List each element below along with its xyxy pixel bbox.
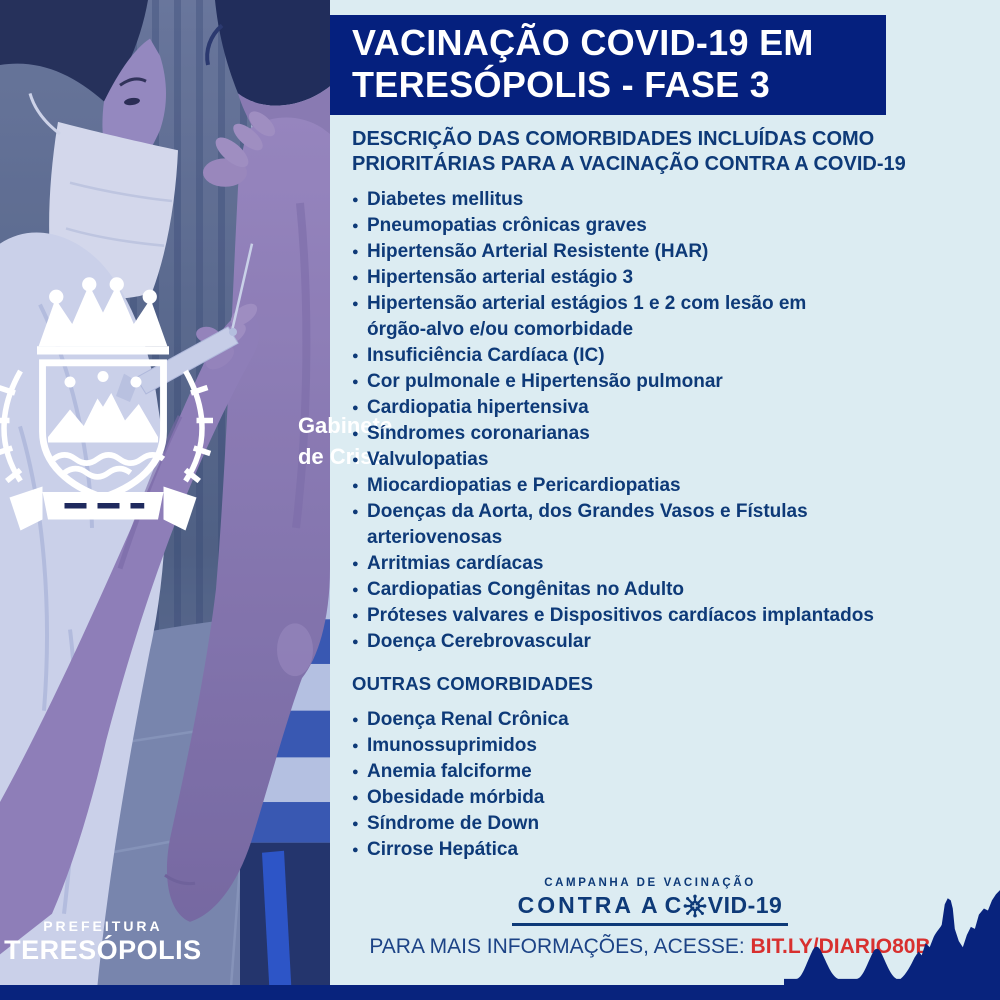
comorbidity-item: ● Cardiopatias Congênitas no Adulto (352, 577, 1000, 603)
covid-campaign-logo (512, 892, 789, 926)
comorbidity-item: ● Pneumopatias crônicas graves (352, 213, 1000, 239)
subtitle-line-2: PRIORITÁRIAS PARA A VACINAÇÃO CONTRA A COVID-19 (352, 153, 906, 175)
comorbidity-item: ● Hipertensão arterial estágio 3 (352, 265, 1000, 291)
section-heading-outras: OUTRAS COMORBIDADES (352, 673, 594, 694)
comorbidity-item: ● Doenças da Aorta, dos Grandes Vasos e Fístulas arteriovenosas (352, 499, 1000, 551)
title-line-1: VACINAÇÃO COVID-19 EM (352, 22, 814, 63)
photo-panel (0, 0, 393, 1000)
comorbidity-item: ● Síndrome de Down (352, 811, 1000, 837)
bottom-bar (0, 985, 1000, 1000)
comorbidity-item: ● Cirrose Hepática (352, 837, 1000, 863)
crisis-office-line1: Gabinete (297, 412, 393, 438)
logo-word-contra: CONTRA (517, 892, 635, 918)
comorbidity-item: ● Doença Cerebrovascular (352, 629, 1000, 655)
comorbidity-item: ● Anemia falciforme (352, 759, 1000, 785)
comorbidity-item: ● Próteses valvares e Dispositivos cardíacos implantados (352, 603, 1000, 629)
comorbidity-item: ● Valvulopatias (352, 447, 1000, 473)
title-line-2: TERESÓPOLIS - FASE 3 (352, 64, 771, 105)
info-link[interactable]: BIT.LY/DIARIO80B (750, 935, 931, 958)
comorbidity-item: ● Síndromes coronarianas (352, 421, 1000, 447)
comorbidity-item: ● Doença Renal Crônica (352, 707, 1000, 733)
city-name: TERESÓPOLIS (4, 935, 202, 965)
comorbidity-item: ● Arritmias cardíacas (352, 551, 1000, 577)
brand-overlay (0, 0, 393, 966)
logo-word-a: A (641, 892, 658, 918)
comorbidity-item: ● Imunossuprimidos (352, 733, 1000, 759)
comorbidity-item: ● Obesidade mórbida (352, 785, 1000, 811)
city-crest-icon (0, 0, 268, 915)
info-text: PARA MAIS INFORMAÇÕES, ACESSE: (369, 935, 745, 958)
other-comorbidities-list (330, 707, 1000, 863)
comorbidity-item: ● Miocardiopatias e Pericardiopatias (352, 473, 1000, 499)
logo-word-c: C (664, 892, 682, 918)
mountain-silhouette-icon (784, 884, 1000, 986)
logo-word-vid19: VID-19 (707, 892, 783, 918)
comorbidities-list (330, 187, 1000, 655)
content-column (330, 0, 1000, 985)
comorbidity-item: ● Hipertensão arterial estágios 1 e 2 com lesão em órgão-alvo e/ou comorbidade (352, 291, 1000, 343)
subtitle-line-1: DESCRIÇÃO DAS COMORBIDADES INCLUÍDAS COMO (352, 128, 875, 150)
prefeitura-label: PREFEITURA (43, 918, 163, 934)
comorbidity-item: ● Hipertensão Arterial Resistente (HAR) (352, 239, 1000, 265)
comorbidity-item: ● Insuficiência Cardíaca (IC) (352, 343, 1000, 369)
title-banner (330, 15, 886, 115)
crisis-office-line2: de Crise (297, 443, 385, 469)
comorbidity-item: ● Cor pulmonale e Hipertensão pulmonar (352, 369, 1000, 395)
campaign-label: CAMPANHA DE VACINAÇÃO (544, 877, 756, 889)
subtitle (352, 127, 1000, 177)
comorbidity-item: ● Cardiopatia hipertensiva (352, 395, 1000, 421)
virus-icon (683, 894, 707, 918)
comorbidity-item: ● Diabetes mellitus (352, 187, 1000, 213)
